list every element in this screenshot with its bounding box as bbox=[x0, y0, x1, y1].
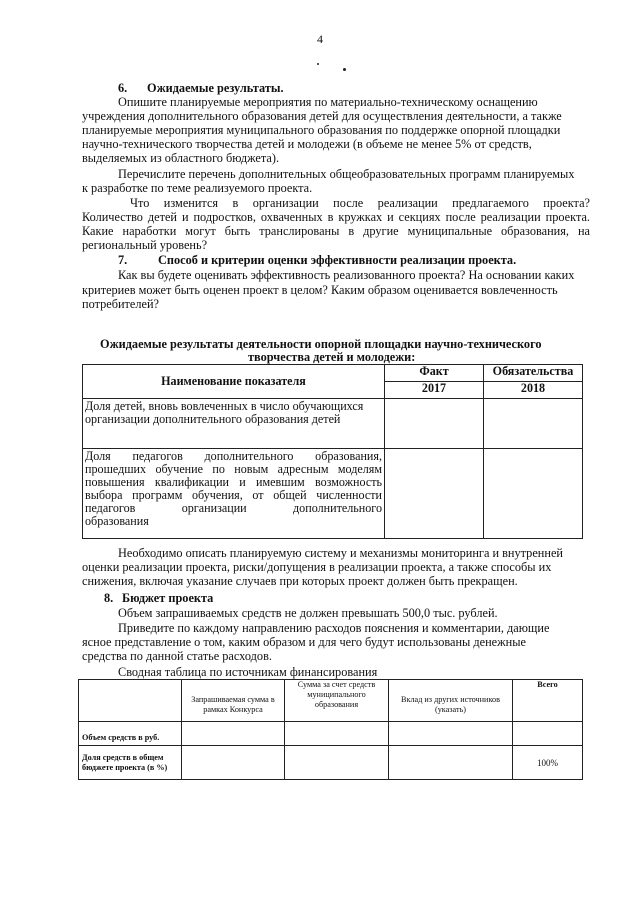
commitment-value-cell[interactable] bbox=[484, 449, 583, 539]
volume-total-cell[interactable] bbox=[513, 722, 583, 746]
volume-municipal-cell[interactable] bbox=[285, 722, 389, 746]
share-other-cell[interactable] bbox=[389, 746, 513, 780]
section6-para1-line: выделяемых из областного бюджета). bbox=[82, 151, 280, 165]
col-municipal: Сумма за счет средств муниципального образования bbox=[285, 680, 389, 722]
section6-para3-line: региональный уровень? bbox=[82, 238, 208, 252]
year-commitments: 2018 bbox=[484, 382, 583, 399]
results-table-title: Ожидаемые результаты деятельности опорной площадки научно-технического bbox=[100, 337, 542, 351]
share-municipal-cell[interactable] bbox=[285, 746, 389, 780]
row-text-line: образования bbox=[85, 514, 149, 528]
row-volume-label: Объем средств в руб. bbox=[79, 722, 182, 746]
budget-table-caption: Сводная таблица по источникам финансирования bbox=[118, 665, 378, 679]
section6-para2-line: Перечислите перечень дополнительных общеобразовательных программ планируемых bbox=[118, 167, 575, 181]
row-text-line: организации дополнительного образования детей bbox=[85, 412, 341, 426]
row-text-line: Доля детей, вновь вовлеченных в число обучающихся bbox=[85, 399, 364, 413]
section6-para3-line: Количество детей и подростков, охваченных в кружках и секциях после реализации проекта. bbox=[82, 210, 590, 224]
row-text-line: педагогов организации дополнительного bbox=[85, 501, 382, 515]
section6-heading: Ожидаемые результаты. bbox=[147, 81, 284, 95]
monitoring-line: снижения, включая указание случаев при которых проект должен быть прекращен. bbox=[82, 574, 518, 588]
results-table-title-cont: творчества детей и молодежи: bbox=[248, 350, 416, 364]
row-trained-teachers bbox=[83, 449, 385, 539]
row-text-line: повышения квалификации и имевшим возможность bbox=[85, 475, 382, 489]
volume-requested-cell[interactable] bbox=[182, 722, 285, 746]
row-share-label: Доля средств в общем бюджете проекта (в %) bbox=[79, 746, 182, 780]
header-indicator-name: Наименование показателя bbox=[83, 365, 385, 399]
section7-para-line: потребителей? bbox=[82, 297, 159, 311]
table-row bbox=[83, 399, 583, 449]
section7-heading: Способ и критерии оценки эффективности реализации проекта. bbox=[158, 253, 517, 267]
section7-number: 7. bbox=[118, 253, 128, 267]
share-requested-cell[interactable] bbox=[182, 746, 285, 780]
row-text-line: Доля педагогов дополнительного образования, bbox=[85, 449, 382, 463]
monitoring-line: оценки реализации проекта, риски/допущения в реализации проекта, а также способы их bbox=[82, 560, 552, 574]
section6-para2-line: к разработке по теме реализуемого проекта. bbox=[82, 181, 313, 195]
results-table bbox=[82, 364, 583, 539]
col-total: Всего bbox=[513, 680, 583, 722]
fact-value-cell[interactable] bbox=[385, 449, 484, 539]
section7-para-line: Как вы будете оценивать эффективность реализованного проекта? На основании каких bbox=[118, 268, 575, 282]
section6-para1-line: планируемые мероприятия муниципального образования по поддержке опорной площадки bbox=[82, 123, 561, 137]
section8-heading: Бюджет проекта bbox=[122, 591, 214, 605]
row-text-line: прошедших обучение по новым адресным моделям bbox=[85, 462, 382, 476]
header-commitments: Обязательства bbox=[484, 365, 583, 382]
header-fact: Факт bbox=[385, 365, 484, 382]
section6-para3-line: Какие наработки могут быть транслированы в другие муниципальные образования, на bbox=[82, 224, 590, 238]
row-text-line: выбора программ обучения, от общей численности bbox=[85, 488, 382, 502]
section7-para-line: критериев может быть оценен проект в целом? Каким образом оценивается вовлеченность bbox=[82, 283, 558, 297]
col-requested: Запрашиваемая сумма в рамках Конкурса bbox=[182, 680, 285, 722]
fact-value-cell[interactable] bbox=[385, 399, 484, 449]
budget-table bbox=[78, 679, 583, 780]
page-number: 4 bbox=[317, 32, 323, 46]
section8-para2-line: Приведите по каждому направлению расходов пояснения и комментарии, дающие bbox=[118, 621, 550, 635]
section6-number: 6. bbox=[118, 81, 128, 95]
row-new-children bbox=[83, 399, 385, 449]
col-other-sources: Вклад из других источников (указать) bbox=[389, 680, 513, 722]
year-fact: 2017 bbox=[385, 382, 484, 399]
section8-para2-line: средства по данной статье расходов. bbox=[82, 649, 272, 663]
section6-para1-line: научно-технического творчества детей и молодежи (в объеме не менее 5% от средств, bbox=[82, 137, 532, 151]
scan-speck bbox=[343, 68, 346, 71]
section6-para1-line: учреждения дополнительного образования детей для осуществления деятельности, а также bbox=[82, 109, 562, 123]
scan-speck bbox=[317, 63, 319, 65]
volume-other-cell[interactable] bbox=[389, 722, 513, 746]
share-total-value: 100% bbox=[513, 746, 583, 780]
section8-para1: Объем запрашиваемых средств не должен превышать 500,0 тыс. рублей. bbox=[118, 606, 498, 620]
section6-para3-line: Что изменится в организации после реализации предлагаемого проекта? bbox=[130, 196, 590, 210]
monitoring-line: Необходимо описать планируемую систему и механизмы мониторинга и внутренней bbox=[118, 546, 563, 560]
corner-cell bbox=[79, 680, 182, 722]
section8-para2-line: ясное представление о том, каким образом и для чего будут использованы денежные bbox=[82, 635, 526, 649]
section6-para1-line: Опишите планируемые мероприятия по материально-техническому оснащению bbox=[118, 95, 538, 109]
table-row bbox=[83, 449, 583, 539]
section8-number: 8. bbox=[104, 591, 114, 605]
commitment-value-cell[interactable] bbox=[484, 399, 583, 449]
